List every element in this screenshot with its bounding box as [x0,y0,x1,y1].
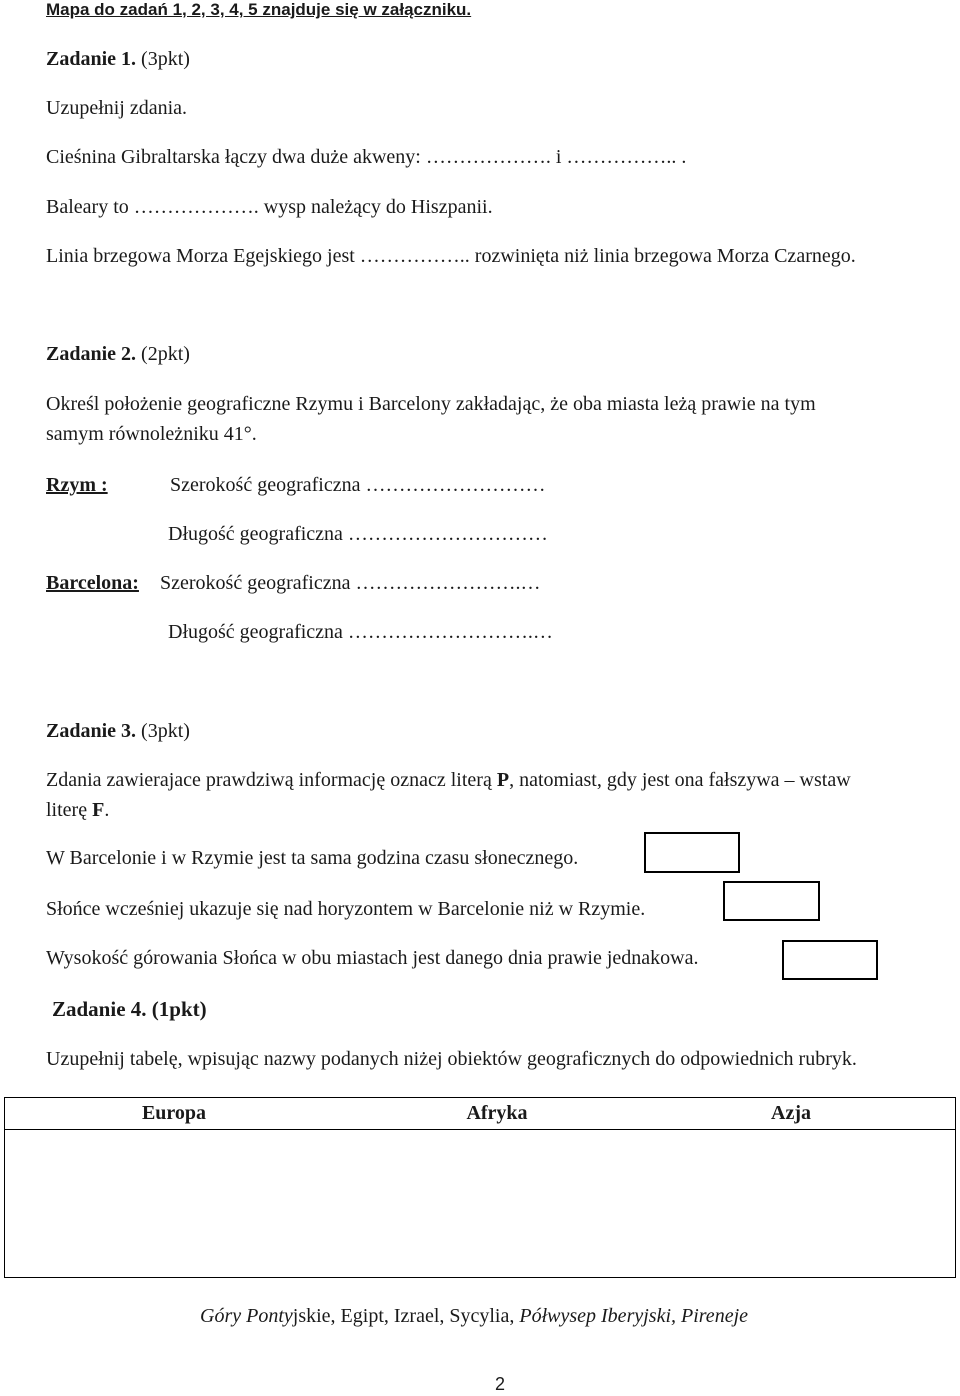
task3-instruction-a: Zdania zawierajace prawdziwą informację oznacz literą [46,769,497,791]
task2-points: (2pkt) [136,343,190,365]
column-afryka: Afryka [466,1102,528,1124]
task1-title-label: Zadanie 1. [46,48,137,70]
items-normal: jskie, Egipt, Izrael, Sycylia, [292,1305,520,1327]
page-header: Mapa do zadań 1, 2, 3, 4, 5 znajduje się w załączniku. [46,0,472,19]
task1-sentence-3: Linia brzegowa Morza Egejskiego jest …………….. rozwinięta niż linia brzegowa Morza Czarnego. [46,245,856,267]
answer-box-2[interactable] [723,881,820,921]
task3-instruction-d: . [104,799,110,821]
answer-box-1[interactable] [644,832,740,873]
task2-instruction-line-1: Określ położenie geograficzne Rzymu i Barcelony zakładając, że oba miasta leżą prawie na tym [46,393,816,415]
task1-sentence-2: Baleary to ………………. wysp należący do Hiszpanii. [46,196,493,218]
task2-title-label: Zadanie 2. [46,343,137,365]
items-italic-2: Półwysep Iberyjski, Pireneje [519,1305,748,1327]
task1-points: (3pkt) [136,48,190,70]
column-europa: Europa [141,1102,207,1124]
barcelona-latitude: Szerokość geograficzna …………………….… [160,572,541,594]
rome-label: Rzym : [46,474,108,496]
task3-title-label: Zadanie 3. [46,720,137,742]
task4-items [200,1305,748,1328]
task4-instruction: Uzupełnij tabelę, wpisując nazwy podanych niżej obiektów geograficznych do odpowiednich rubryk. [46,1048,857,1070]
task3-instruction-b: , natomiast, gdy jest ona fałszywa – wstaw [509,769,851,791]
task4-title: Zadanie 4. (1pkt) [52,997,207,1021]
task3-instruction-c: literę [46,799,93,821]
items-italic-1: Góry Ponty [200,1305,293,1327]
classification-table [4,1097,956,1278]
task3-instruction-line-2 [46,799,109,822]
task3-instruction-line-1 [46,769,851,792]
letter-f: F [92,799,105,821]
statement-2: Słońce wcześniej ukazuje się nad horyzontem w Barcelonie niż w Rzymie. [46,898,646,920]
barcelona-longitude: Długość geograficzna ……………………….… [168,621,553,643]
barcelona-label: Barcelona: [46,572,139,594]
task1-title [46,48,190,71]
statement-1: W Barcelonie i w Rzymie jest ta sama godzina czasu słonecznego. [46,847,579,869]
rome-longitude: Długość geograficzna ………………………… [168,523,548,545]
column-azja: Azja [771,1102,811,1124]
task3-title [46,720,190,743]
task3-points: (3pkt) [136,720,190,742]
table-header-row [5,1098,955,1130]
task1-instruction: Uzupełnij zdania. [46,97,188,119]
task2-instruction-line-2: samym równoleżniku 41°. [46,423,257,445]
rome-latitude: Szerokość geograficzna ……………………… [170,474,546,496]
letter-p: P [496,769,510,791]
answer-box-3[interactable] [782,940,878,980]
page-number: 2 [495,1374,506,1394]
statement-3: Wysokość górowania Słońca w obu miastach jest danego dnia prawie jednakowa. [46,947,699,969]
table-answer-area[interactable] [5,1130,955,1277]
task1-sentence-1: Cieśnina Gibraltarska łączy dwa duże akweny: ………………. i …………….. . [46,146,687,168]
task2-title [46,343,190,366]
